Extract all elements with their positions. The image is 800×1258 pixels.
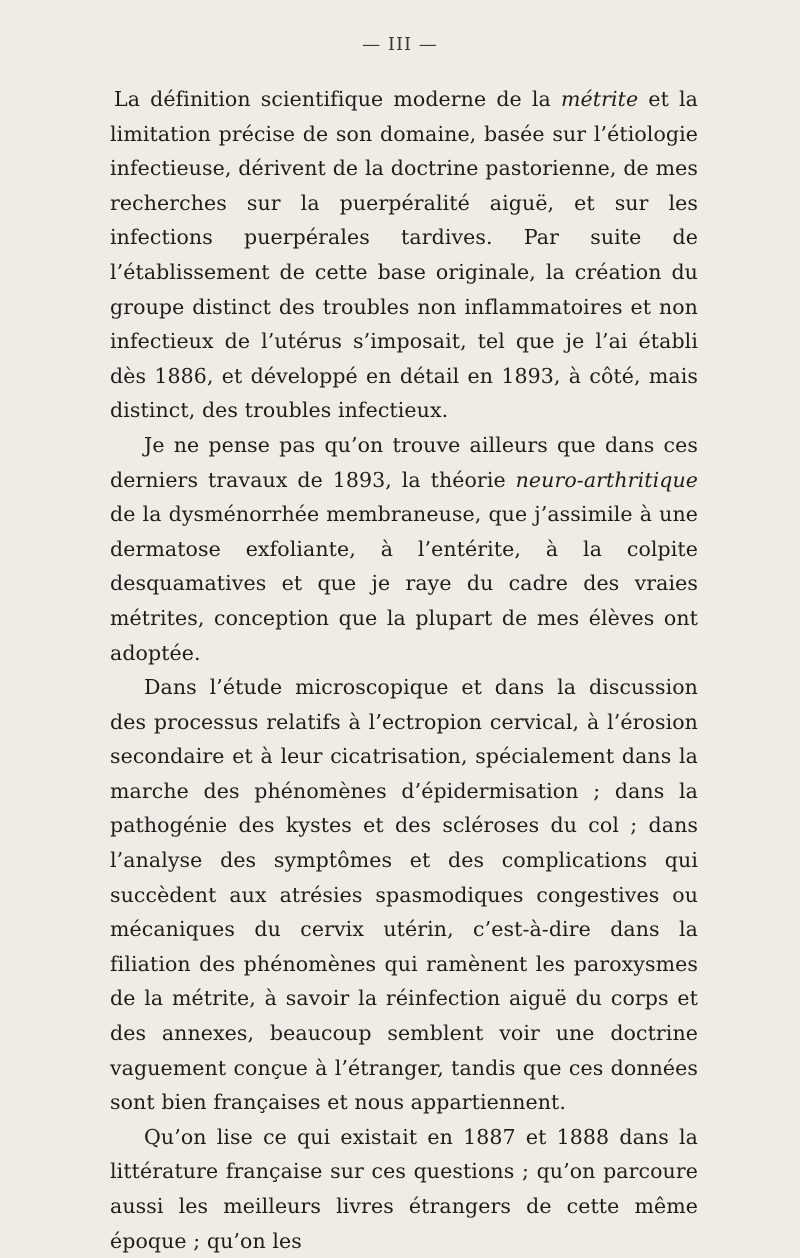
paragraph-4 xyxy=(110,1120,698,1258)
paragraph-1-italic: métrite xyxy=(560,87,639,111)
paragraph-2 xyxy=(110,428,698,670)
paragraph-3 xyxy=(110,670,698,1120)
paragraph-2-text-a: Je ne pense pas qu’on trouve ailleurs que dans ces derniers travaux de 1893, la théorie xyxy=(110,432,698,492)
paragraph-3-text: Dans l’étude microscopique et dans la discussion des processus relatifs à l’ectropion cervical, à l’érosion secondaire et à leur cicatrisation, spécialement dans la marche des phénomènes d’épidermisation ; dans la pathogénie des kystes et des scléroses du col ; dans l’analyse des symptômes et des complications qui succèdent aux atrésies spasmodiques congestives ou mécaniques du cervix utérin, c’est-à-dire dans la filiation des phénomènes qui ramènent les paroxysmes de la métrite, à savoir la réinfection aiguë du corps et des annexes, beaucoup semblent voir une doctrine vaguement conçue à l’étranger, tandis que ces données sont bien françaises et nous appartiennent. xyxy=(110,675,698,1115)
page-number: — III — xyxy=(362,34,438,55)
page-body xyxy=(110,82,698,1258)
paragraph-2-italic: neuro-arthritique xyxy=(515,467,698,492)
paragraph-1-text-a: La définition scientifique moderne de la xyxy=(114,87,561,111)
paragraph-4-text: Qu’on lise ce qui existait en 1887 et 1888 dans la littérature française sur ces questions ; qu’on parcoure aussi les meilleurs livres étrangers de cette même époque ; qu’on les xyxy=(110,1124,698,1253)
paragraph-2-text-b: de la dysménorrhée membraneuse, que j’assimile à une dermatose exfoliante, à l’entérite, à la colpite desquamatives et que je raye du cadre des vraies métrites, conception que la plupart de mes élèves ont adoptée. xyxy=(110,502,698,665)
paragraph-1 xyxy=(110,82,698,428)
paragraph-1-text-b: et la limitation précise de son domaine, basée sur l’étiologie infectieuse, dérivent de la doctrine pastorienne, de mes recherches sur la puerpéralité aiguë, et sur les infections puerpérales tardives. Par suite de l’établissement de cette base originale, la création du groupe distinct des troubles non inflammatoires et non infectieux de l’utérus s’imposait, tel que je l’ai établi dès 1886, et développé en détail en 1893, à côté, mais distinct, des troubles infectieux. xyxy=(110,87,698,423)
